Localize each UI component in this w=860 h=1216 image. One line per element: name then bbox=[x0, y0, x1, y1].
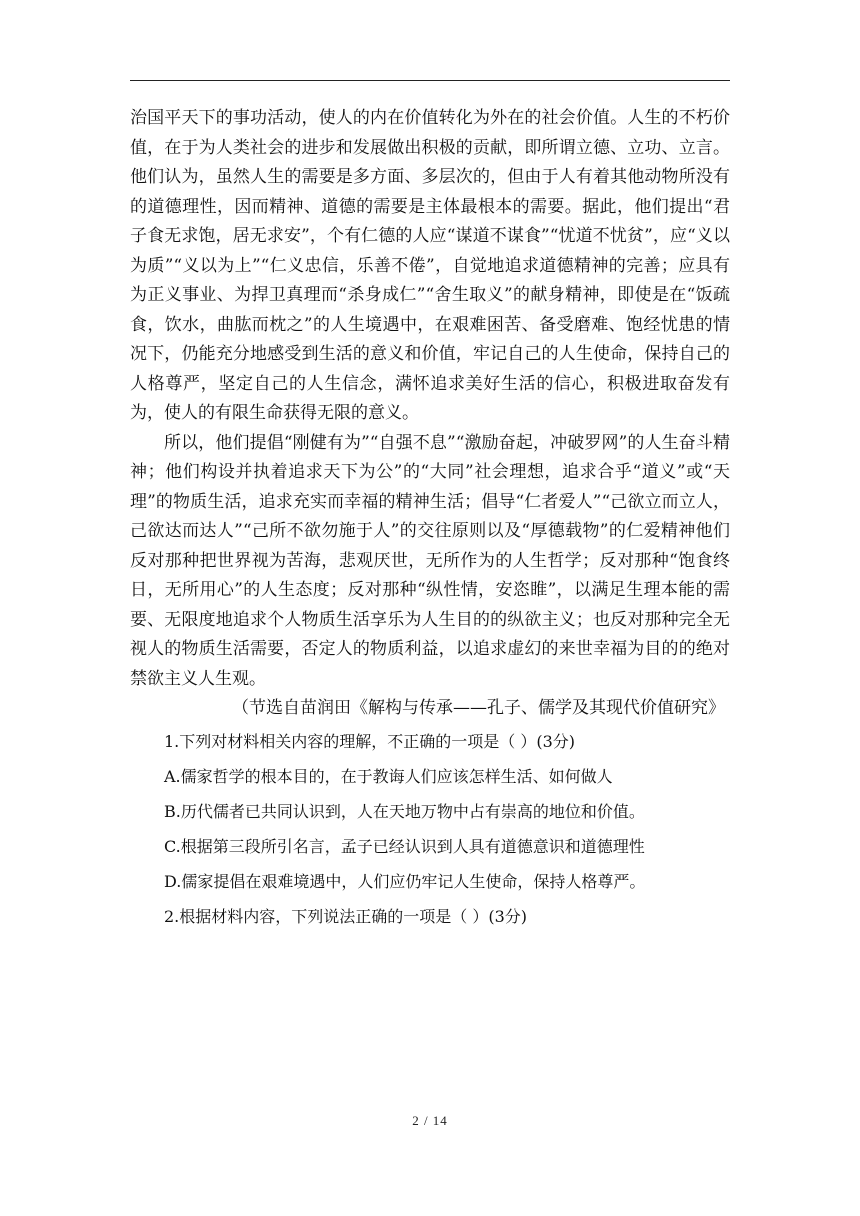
question-2: 2.根据材料内容，下列说法正确的一项是（ ）(3分) bbox=[164, 906, 528, 926]
question-list bbox=[130, 724, 730, 934]
question-1: 1.下列对材料相关内容的理解，不正确的一项是（ ）(3分) bbox=[164, 731, 576, 751]
question-1-option-b: B.历代儒者已共同认识到，人在天地万物中占有崇高的地位和价值。 bbox=[164, 801, 645, 821]
document-body bbox=[130, 104, 730, 934]
header-rule bbox=[130, 80, 730, 81]
question-1-option-d: D.儒家提倡在艰难境遇中，人们应仍牢记人生使命，保持人格尊严。 bbox=[164, 871, 646, 891]
page-number: 2 / 14 bbox=[412, 1113, 448, 1128]
source-citation: （节选自苗润田《解构与传承——孔子、儒学及其现代价值研究》 bbox=[232, 698, 725, 718]
paragraph-1: 治国平天下的事功活动，使人的内在价值转化为外在的社会价值。人生的不朽价值，在于为人类社会的进步和发展做出积极的贡献，即所谓立德、立功、立言。他们认为，虽然人生的需要是多方面、多层次的，但由于人有着其他动物所没有的道德理性，因而精神、道德的需要是主体最根本的需要。据此，他们提出“君子食无求饱，居无求安”，个有仁德的人应“谋道不谋食”“忧道不忧贫”，应“义以为质”“义以为上”“仁义忠信，乐善不倦”，自觉地追求道德精神的完善；应具有为正义事业、为捍卫真理而“杀身成仁”“舍生取义”的献身精神，即使是在“饭疏食，饮水，曲肱而枕之”的人生境遇中，在艰难困苦、备受磨难、饱经忧患的情况下，仍能充分地感受到生活的意义和价值，牢记自己的人生使命，保持自己的人格尊严，坚定自己的人生信念，满怀追求美好生活的信心，积极进取奋发有为，使人的有限生命获得无限的意义。 bbox=[130, 108, 730, 423]
question-1-option-c: C.根据第三段所引名言，孟子已经认识到人具有道德意识和道德理性 bbox=[164, 836, 645, 856]
question-1-option-a: A.儒家哲学的根本目的，在于教诲人们应该怎样生活、如何做人 bbox=[164, 766, 613, 786]
paragraph-2: 所以，他们提倡“刚健有为”“自强不息”“激励奋起，冲破罗网”的人生奋斗精神；他们构设并执着追求天下为公”的“大同”社会理想，追求合乎“道义”或“天理”的物质生活，追求充实而幸福的精神生活；倡导“仁者爱人”“己欲立而立人，己欲达而达人”“己所不欲勿施于人”的交往原则以及“厚德载物”的仁爱精神他们反对那种把世界视为苦海，悲观厌世，无所作为的人生哲学；反对那种“饱食终日，无所用心”的人生态度；反对那种“纵性情，安恣睢”，以满足生理本能的需要、无限度地追求个人物质生活享乐为人生目的的纵欲主义；也反对那种完全无视人的物质生活需要，否定人的物质利益，以追求虚幻的来世幸福为目的的绝对禁欲主义人生观。 bbox=[130, 432, 730, 689]
